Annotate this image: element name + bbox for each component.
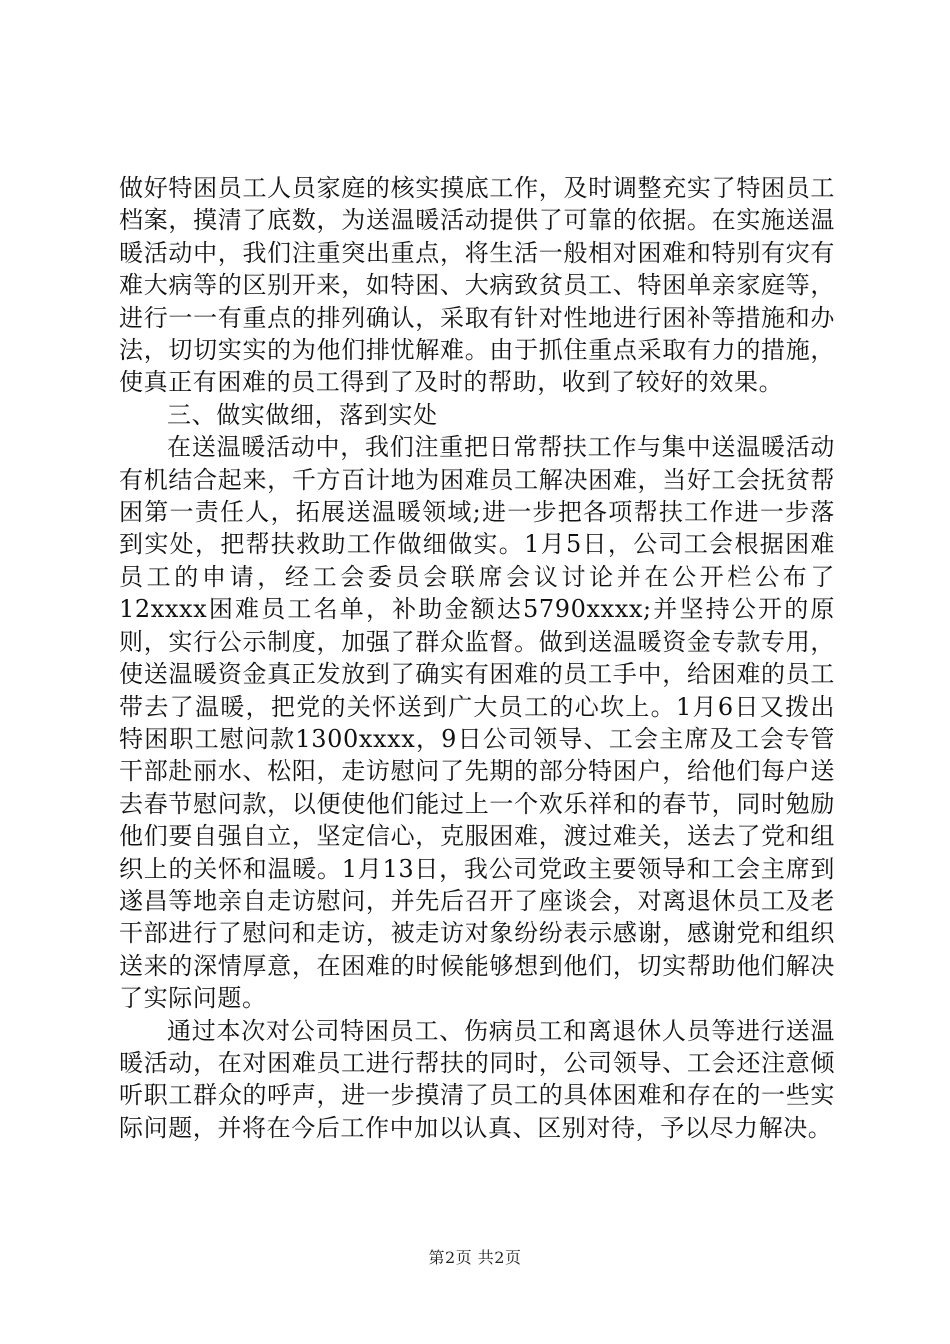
page-footer: 第2页 共2页 bbox=[428, 1248, 522, 1267]
paragraph-continued: 做好特困员工人员家庭的核实摸底工作，及时调整充实了特困员工档案，摸清了底数，为送温暖活动提供了可靠的依据。在实施送温暖活动中，我们注重突出重点，将生活一般相对困难和特别有灾有难大病等的区别开来，如特困、大病致贫员工、特困单亲家庭等，进行一一有重点的排列确认，采取有针对性地进行困补等措施和办法，切切实实的为他们排忧解难。由于抓住重点采取有力的措施，使真正有困难的员工得到了及时的帮助，收到了较好的效果。 bbox=[119, 174, 835, 397]
paragraph: 在送温暖活动中，我们注重把日常帮扶工作与集中送温暖活动有机结合起来，千方百计地为困难员工解决困难，当好工会抚贫帮困第一责任人，拓展送温暖领域;进一步把各项帮扶工作进一步落到实处，把帮扶救助工作做细做实。1月5日，公司工会根据困难员工的申请，经工会委员会联席会议讨论并在公开栏公布了12xxxx困难员工名单，补助金额达5790xxxx;并坚持公开的原则，实行公示制度，加强了群众监督。做到送温暖资金专款专用，使送温暖资金真正发放到了确实有困难的员工手中，给困难的员工带去了温暖，把党的关怀送到广大员工的心坎上。1月6日又拨出特困职工慰问款1300xxxx，9日公司领导、工会主席及工会专管干部赴丽水、松阳，走访慰问了先期的部分特困户，给他们每户送去春节慰问款，以便使他们能过上一个欢乐祥和的春节，同时勉励他们要自强自立，坚定信心，克服困难，渡过难关，送去了党和组织上的关怀和温暖。1月13日，我公司党政主要领导和工会主席到遂昌等地亲自走访慰问，并先后召开了座谈会，对离退休员工及老干部进行了慰问和走访，被走访对象纷纷表示感谢，感谢党和组织送来的深情厚意，在困难的时候能够想到他们，切实帮助他们解决了实际问题。 bbox=[119, 433, 835, 1013]
document-body bbox=[119, 172, 835, 1144]
paragraph: 通过本次对公司特困员工、伤病员工和离退休人员等进行送温暖活动，在对困难员工进行帮扶的同时，公司领导、工会还注意倾听职工群众的呼声，进一步摸清了员工的具体困难和存在的一些实际问题，并将在今后工作中加以认真、区别对待，予以尽力解决。 bbox=[119, 1016, 835, 1142]
section-heading: 三、做实做细，落到实处 bbox=[167, 400, 438, 429]
